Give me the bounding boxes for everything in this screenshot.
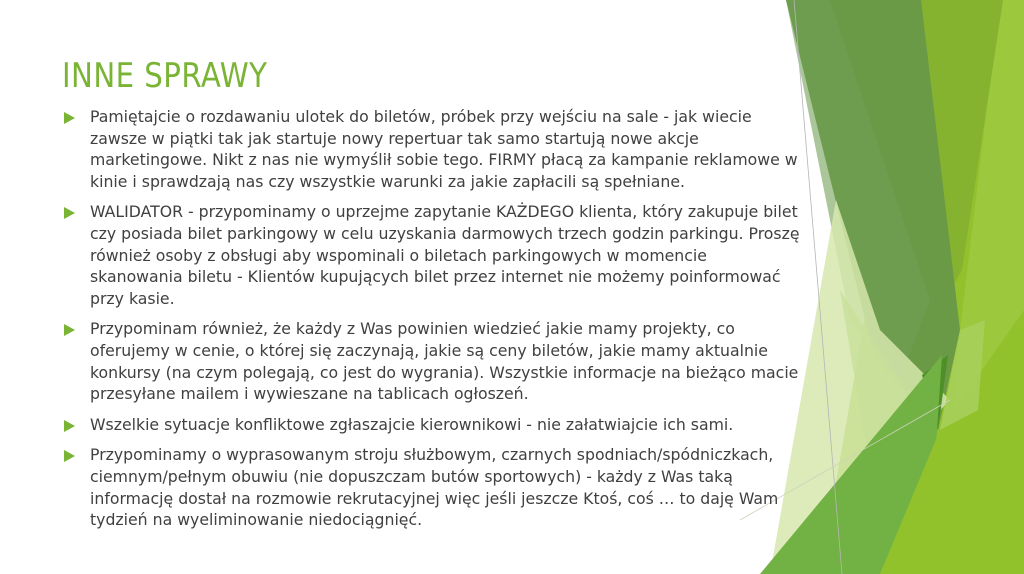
bullet-text: WALIDATOR - przypominamy o uprzejme zapytanie KAŻDEGO klienta, który zakupuje bilet czy posiada bilet parkingowy w celu uzyskania darmowych trzech godzin parkingu. Proszę również osoby z obsługi aby wspominali o biletach parkingowych w momencie skanowania biletu - Klientów kupujących bilet przez internet nie możemy poinformować przy kasie. [90, 202, 800, 308]
triangle-right-icon [64, 420, 75, 432]
bullet-text: Pamiętajcie o rozdawaniu ulotek do biletów, próbek przy wejściu na sale - jak wiecie zawsze w piątki tak jak startuje nowy repertuar tak samo startują nowe akcje marketingowe. Nikt z nas nie wymyślił sobie tego. FIRMY płacą za kampanie reklamowe w kinie i sprawdzają nas czy wszystkie warunki za jakie zapłacili są spełniane. [90, 107, 798, 191]
bullet-item [62, 444, 822, 530]
triangle-right-icon [64, 324, 75, 336]
bullet-text: Wszelkie sytuacje konfliktowe zgłaszajcie kierownikowi - nie załatwiajcie ich sami. [90, 414, 734, 434]
bullet-text: Przypominam również, że każdy z Was powinien wiedzieć jakie mamy projekty, co oferujemy w cenie, o której się zaczynają, jakie są ceny biletów, jakie mamy aktualnie konkursy (na czym polegają, co jest do wygrania). Wszystkie informacje na bieżąco macie przesyłane mailem i wywieszane na tablicach ogłoszeń. [90, 319, 799, 404]
bullet-item [62, 201, 822, 309]
bullet-text: Przypominamy o wyprasowanym stroju służbowym, czarnych spodniach/spódniczkach, ciemnym/pełnym obuwiu (nie dopuszczam butów sportowych) - każdy z Was taką informację dostał na rozmowie rekrutacyjnej więc jeśli jeszcze Ktoś, coś … to daję Wam tydzień na wyeliminowanie niedociągnięć. [90, 445, 779, 530]
bullet-list [62, 106, 822, 540]
bullet-item [62, 106, 822, 192]
triangle-right-icon [64, 112, 75, 124]
bullet-item [62, 318, 822, 404]
slide-title: INNE SPRAWY [62, 56, 268, 96]
triangle-right-icon [64, 450, 75, 462]
triangle-right-icon [64, 207, 75, 219]
bullet-item [62, 414, 822, 436]
